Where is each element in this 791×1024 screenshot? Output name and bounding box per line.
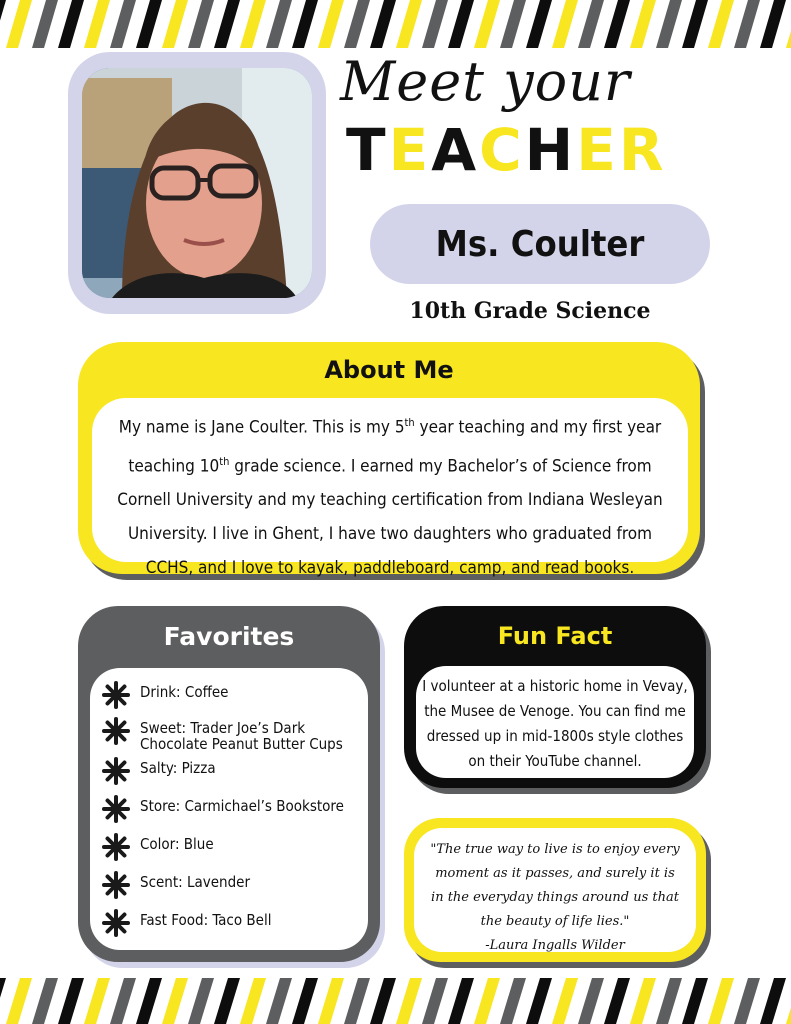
stripe [656, 978, 682, 1024]
stripe [656, 0, 682, 48]
favorite-item-label: Store: Carmichael’s Bookstore [140, 797, 344, 815]
favorites-card [78, 606, 380, 962]
stripe [396, 978, 422, 1024]
stripe [500, 978, 526, 1024]
asterisk-icon [102, 681, 130, 709]
stripe [630, 0, 656, 48]
asterisk-icon [102, 757, 130, 785]
stripe [708, 978, 734, 1024]
stripe [292, 978, 318, 1024]
stripe [240, 0, 266, 48]
asterisk-icon [102, 795, 130, 823]
favorite-item [102, 760, 370, 785]
stripe [474, 0, 500, 48]
stripe [630, 978, 656, 1024]
about-me-line: CCHS, and I love to kayak, paddleboard, camp, and read books. [145, 558, 635, 579]
stripe [84, 0, 110, 48]
fun-fact-body [416, 666, 694, 778]
about-me-line: teaching 10th grade science. I earned my Bachelor’s of Science from [128, 454, 652, 477]
stripe [58, 978, 84, 1024]
stripe [578, 978, 604, 1024]
top-stripe-border [0, 0, 791, 48]
favorite-item [102, 874, 370, 899]
stripe [526, 978, 552, 1024]
stripe [188, 0, 214, 48]
stripe [448, 0, 474, 48]
favorite-item-label: Sweet: Trader Joe’s Dark Chocolate Peanut Butter Cups [140, 719, 343, 753]
quote-attribution: -Laura Ingalls Wilder [485, 938, 625, 953]
stripe [266, 0, 292, 48]
teacher-name-pill [370, 204, 710, 284]
stripe [136, 978, 162, 1024]
stripe [344, 0, 370, 48]
stripe [6, 978, 32, 1024]
favorite-item-label: Drink: Coffee [140, 683, 229, 701]
stripe [266, 978, 292, 1024]
teacher-heading-letter: R [618, 116, 667, 184]
stripe [760, 0, 786, 48]
quote-line: "The true way to live is to enjoy every [430, 842, 680, 857]
quote-line: moment as it passes, and surely it is [435, 866, 675, 881]
fun-fact-line: the Musee de Venoge. You can find me [424, 702, 686, 720]
stripe [162, 978, 188, 1024]
stripe [214, 978, 240, 1024]
fun-fact-line: dressed up in mid-1800s style clothes [426, 727, 684, 745]
stripe [760, 978, 786, 1024]
teacher-subject: 10th Grade Science [409, 298, 651, 324]
asterisk-icon [102, 833, 130, 861]
about-me-line: My name is Jane Coulter. This is my 5th year teaching and my first year [118, 416, 662, 438]
stripe [292, 0, 318, 48]
stripe [396, 0, 422, 48]
stripe [500, 0, 526, 48]
stripe [474, 978, 500, 1024]
about-me-title: About Me [324, 356, 454, 384]
bottom-stripe-border [0, 978, 791, 1024]
fun-fact-title: Fun Fact [497, 622, 613, 650]
favorites-list [90, 668, 368, 950]
stripe [734, 978, 760, 1024]
stripe [682, 978, 708, 1024]
favorite-item [102, 798, 370, 823]
stripe [0, 0, 6, 48]
favorite-item [102, 836, 370, 861]
favorite-item-label: Fast Food: Taco Bell [140, 911, 272, 929]
teacher-heading-letter: H [524, 116, 577, 184]
asterisk-icon [102, 717, 130, 745]
stripe [448, 978, 474, 1024]
stripe [32, 0, 58, 48]
favorite-item-label: Color: Blue [140, 835, 214, 853]
fun-fact-line: on their YouTube channel. [468, 752, 642, 770]
asterisk-icon [102, 871, 130, 899]
stripe [786, 0, 791, 48]
favorite-item-label: Scent: Lavender [140, 873, 251, 891]
stripe [136, 0, 162, 48]
stripe [552, 978, 578, 1024]
teacher-heading-letter: E [576, 116, 619, 184]
quote-line: in the everyday things around us that [431, 890, 679, 905]
favorite-item [102, 912, 370, 937]
teacher-name: Ms. Coulter [435, 223, 645, 265]
teacher-heading-letter: T [346, 116, 389, 184]
stripe [58, 0, 84, 48]
favorite-item-label: Salty: Pizza [140, 759, 216, 777]
stripe [110, 978, 136, 1024]
teacher-heading-letter: C [479, 116, 525, 184]
about-me-line: University. I live in Ghent, I have two daughters who graduated from [127, 524, 653, 545]
fun-fact-line: I volunteer at a historic home in Vevay, [422, 677, 688, 695]
stripe [318, 0, 344, 48]
stripe [32, 978, 58, 1024]
quote-card [404, 818, 706, 962]
stripe [6, 0, 32, 48]
stripe [552, 0, 578, 48]
stripe [0, 978, 6, 1024]
stripe [370, 978, 396, 1024]
stripe [344, 978, 370, 1024]
stripe [422, 0, 448, 48]
favorite-item [102, 720, 370, 752]
stripe [604, 978, 630, 1024]
teacher-heading [346, 118, 706, 182]
favorites-title: Favorites [163, 622, 295, 651]
stripe [214, 0, 240, 48]
stripe [786, 978, 791, 1024]
stripe [318, 978, 344, 1024]
teacher-photo-frame [68, 52, 326, 314]
fun-fact-card [404, 606, 706, 788]
stripe [188, 978, 214, 1024]
stripe [422, 978, 448, 1024]
stripe [734, 0, 760, 48]
quote-body [414, 828, 696, 952]
about-me-body [92, 398, 688, 579]
favorite-item [102, 684, 370, 709]
teacher-heading-letter: A [431, 116, 480, 184]
meet-your-heading: Meet your [340, 50, 631, 113]
quote-line: the beauty of life lies." [480, 914, 630, 929]
asterisk-icon [102, 909, 130, 937]
stripe [682, 0, 708, 48]
stripe [162, 0, 188, 48]
stripe [708, 0, 734, 48]
teacher-heading-letter: E [388, 116, 432, 184]
stripe [84, 978, 110, 1024]
about-me-line: Cornell University and my teaching certification from Indiana Wesleyan [117, 490, 663, 511]
teacher-photo [82, 68, 312, 298]
stripe [240, 978, 266, 1024]
stripe [370, 0, 396, 48]
stripe [578, 0, 604, 48]
stripe [604, 0, 630, 48]
stripe [526, 0, 552, 48]
stripe [110, 0, 136, 48]
about-me-card [78, 342, 700, 579]
